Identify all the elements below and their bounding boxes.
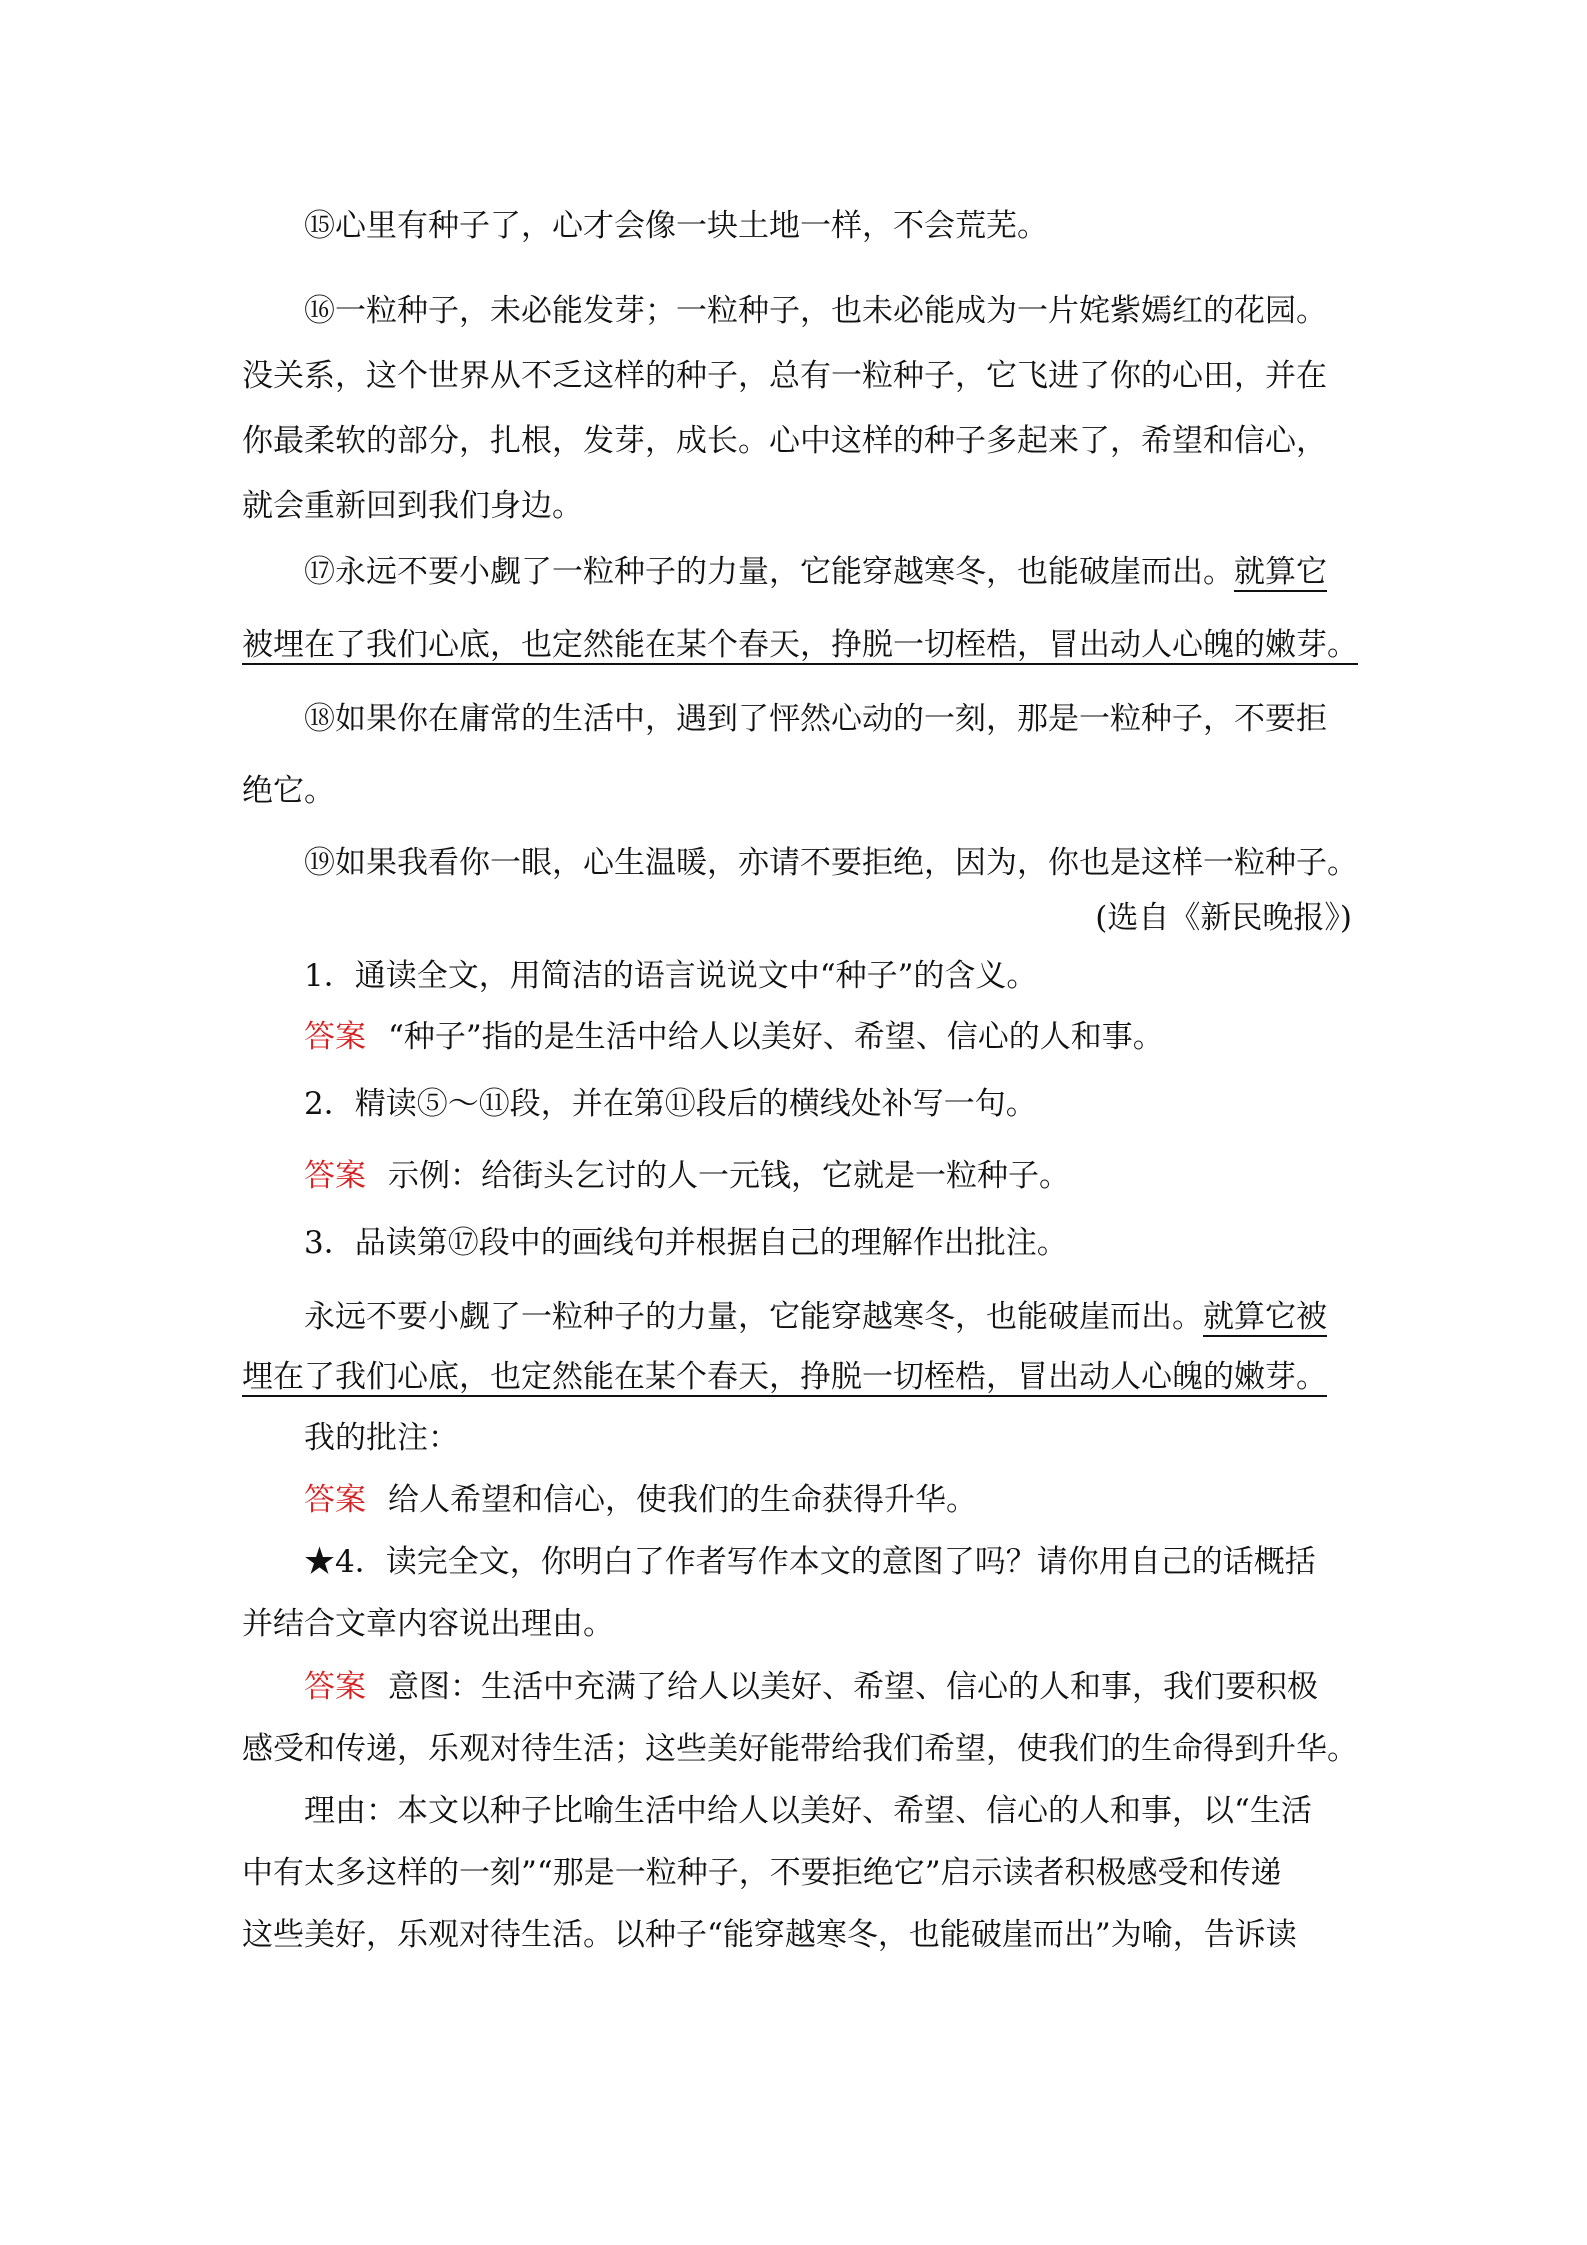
question-4-line-2: 并结合文章内容说出理由。 xyxy=(242,1606,614,1642)
answer-4-line-1 xyxy=(242,1667,1352,1707)
question-1: 1．通读全文，用简洁的语言说说文中“种子”的含义。 xyxy=(304,958,1038,994)
paragraph-19: ⑲如果我看你一眼，心生温暖，亦请不要拒绝，因为，你也是这样一粒种子。 xyxy=(304,845,1358,881)
paragraph-17-underline-a: 就算它 xyxy=(1234,554,1327,590)
document-body xyxy=(242,196,1358,1955)
paragraph-16-line-4: 就会重新回到我们身边。 xyxy=(242,488,583,524)
answer-label: 答案 xyxy=(304,1482,366,1518)
answer-1-text: “种子”指的是生活中给人以美好、希望、信心的人和事。 xyxy=(388,1019,1164,1055)
my-note-label: 我的批注： xyxy=(304,1420,459,1456)
question-3: 3．品读第⑰段中的画线句并根据自己的理解作出批注。 xyxy=(304,1225,1068,1261)
answer-4-line-2: 感受和传递，乐观对待生活；这些美好能带给我们希望，使我们的生命得到升华。 xyxy=(242,1731,1358,1767)
question-3-quote-line-1 xyxy=(242,1297,1352,1337)
answer-2-text: 示例：给街头乞讨的人一元钱，它就是一粒种子。 xyxy=(388,1158,1070,1194)
answer-label: 答案 xyxy=(304,1669,366,1705)
paragraph-16-line-1: ⑯一粒种子，未必能发芽；一粒种子，也未必能成为一片姹紫嫣红的花园。 xyxy=(304,293,1327,329)
answer-2 xyxy=(242,1156,1352,1196)
paragraph-17-underline-b: 被埋在了我们心底，也定然能在某个春天，挣脱一切桎梏，冒出动人心魄的嫩芽。 xyxy=(242,627,1358,663)
answer-3 xyxy=(242,1480,1352,1520)
paragraph-17 xyxy=(242,552,1358,665)
answer-label: 答案 xyxy=(304,1019,366,1055)
question-3-quote-underline-b: 埋在了我们心底，也定然能在某个春天，挣脱一切桎梏，冒出动人心魄的嫩芽。 xyxy=(242,1359,1327,1395)
question-4-line-1: ★4．读完全文，你明白了作者写作本文的意图了吗？请你用自己的话概括 xyxy=(304,1544,1316,1580)
reason-line-2: 中有太多这样的一刻”“那是一粒种子，不要拒绝它”启示读者积极感受和传递 xyxy=(242,1855,1282,1891)
source-citation: (选自《新民晚报》) xyxy=(1095,900,1352,936)
paragraph-16 xyxy=(242,291,1352,526)
question-3-quote-plain: 永远不要小觑了一粒种子的力量，它能穿越寒冬，也能破崖而出。 xyxy=(304,1299,1203,1335)
answer-4-text-1: 意图：生活中充满了给人以美好、希望、信心的人和事，我们要积极 xyxy=(388,1669,1318,1705)
question-2: 2．精读⑤～⑪段，并在第⑪段后的横线处补写一句。 xyxy=(304,1086,1037,1122)
question-3-quote-line-2 xyxy=(242,1357,1352,1397)
answer-3-text: 给人希望和信心，使我们的生命获得升华。 xyxy=(388,1482,977,1518)
answer-1 xyxy=(242,1017,1352,1057)
paragraph-16-line-3: 你最柔软的部分，扎根，发芽，成长。心中这样的种子多起来了，希望和信心， xyxy=(242,423,1327,459)
paragraph-17-plain: ⑰永远不要小觑了一粒种子的力量，它能穿越寒冬，也能破崖而出。 xyxy=(304,554,1234,590)
paragraph-18-line-1: ⑱如果你在庸常的生活中，遇到了怦然心动的一刻，那是一粒种子，不要拒 xyxy=(304,701,1327,737)
paragraph-17-line-1 xyxy=(242,552,1352,592)
question-3-quote-underline-a: 就算它被 xyxy=(1203,1299,1327,1335)
paragraph-16-line-2: 没关系，这个世界从不乏这样的种子，总有一粒种子，它飞进了你的心田，并在 xyxy=(242,358,1327,394)
paragraph-15: ⑮心里有种子了，心才会像一块土地一样，不会荒芜。 xyxy=(304,208,1048,244)
paragraph-17-line-2 xyxy=(242,625,1358,665)
reason-line-1: 理由：本文以种子比喻生活中给人以美好、希望、信心的人和事，以“生活 xyxy=(304,1793,1312,1829)
answer-label: 答案 xyxy=(304,1158,366,1194)
paragraph-18-line-2: 绝它。 xyxy=(242,773,335,809)
reason-line-3: 这些美好，乐观对待生活。以种子“能穿越寒冬，也能破崖而出”为喻，告诉读 xyxy=(242,1917,1297,1953)
paragraph-18 xyxy=(242,699,1352,811)
